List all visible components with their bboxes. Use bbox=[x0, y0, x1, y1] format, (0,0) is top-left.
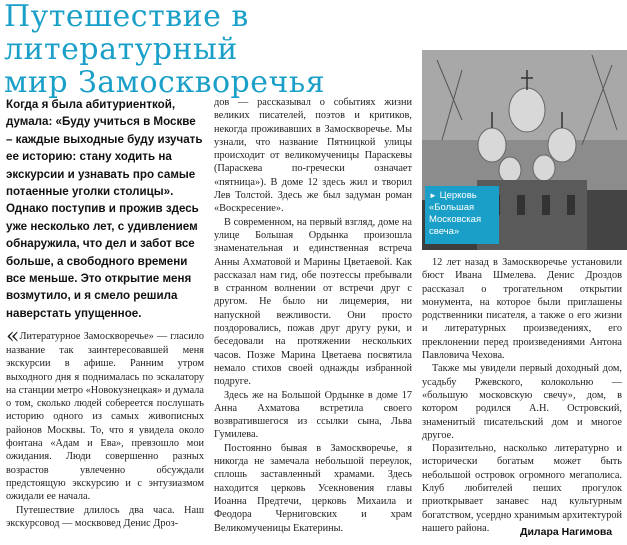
column-2 bbox=[214, 96, 412, 535]
article-headline bbox=[4, 0, 419, 99]
paragraph: 12 лет назад в Замоскворечье установили бюст Ивана Шмелева. Денис Дроздов рассказал о трогательном открытии монумента, на которое были приглашены родственники писателя, а также о его жизни и литературных произведениях, его преклонении перед произведениями Антона Павловича Чехова. bbox=[422, 257, 622, 362]
caption-line-2: «Большая Московская свеча» bbox=[429, 202, 482, 237]
paragraph: В современном, на первый взгляд, доме на улице Большая Ордынка произошла знаменательная и единственная встреча Анны Ахматовой и Марины Цветаевой. Как рассказал нам гид, обе поэтессы пребывали в странном волнении от встречи друг с другом. Не было ни лицемерия, ни напускной вежливости. Они просто поздоровались, пожав друг другу руки, и беседовали на протяжении нескольких часов. Позже Марина Цветаева посвятила немало стихов своей однажды избранной подруге. bbox=[214, 216, 412, 388]
paragraph: дов — рассказывал о событиях жизни великих писателей, поэтов и критиков, некогда проживавших в Замоскворечье. Мы узнали, что название Пятницкой улицы происходит от великомученицы Параскевы (Параскева по-гречески означает «пятница»). В доме 12 здесь жил и творил Лев Толстой. Здесь же был задуман роман «Воскресение». bbox=[214, 97, 412, 215]
paragraph: Путешествие длилось два часа. Наш экскурсовод — москвовед Денис Дроз- bbox=[6, 504, 204, 529]
headline-line-2: мир Замоскворечья bbox=[4, 65, 326, 100]
paragraph: Также мы увидели первый доходный дом, усадьбу Ржевского, колокольню — «большую московскую свечу», дом, в котором родился А.Н. Островский, знаменитый писательский дом и многое другое. bbox=[422, 363, 622, 441]
column-3 bbox=[422, 256, 622, 535]
paragraph: Здесь же на Большой Ордынке в доме 17 Анна Ахматова встретила своего возвратившегося из ссылки сына, Льва Гумилева. bbox=[214, 389, 412, 441]
caption-line-1: Церковь bbox=[439, 190, 477, 201]
headline-line-1: Путешествие в литературный bbox=[4, 0, 249, 67]
paragraph: Поразительно, насколько литературно и исторически богатым может быть небольшой островок огромного мегаполиса. Клуб любителей пеших прогулок приоткрывает занавес над культурным богатством, усердно хранимым архитектурой нашего района. bbox=[422, 443, 622, 534]
article-lead: Когда я была абитуриенткой, думала: «Буду учиться в Москве – каждые выходные буду изучать ее историю: стану ходить на экскурсии и узнавать про самые потаенные уголки столицы». Однако поступив и прожив здесь уже несколько лет, с удивлением обнаружила, что дел и забот все больше, а свободного времени все меньше. Это открытие меня возмутило, и я смело решила наверстать упущенное. bbox=[6, 98, 203, 320]
paragraph-text: Литературное Замоскворечье» — гласило название так заинтересовавшей меня экскурсии в афише. Ранним утром выходного дня я поднималась по эскалатору на станции метро «Новокузнецкая» и думала о том, сколько людей собереется послушать историю одного из самых живописных районов Москвы. То, что я увидела около фонтана «Адам и Ева», превзошло мои ожидания. Люди совершенно разных возрастов увлеченно обсуждали предстоящую экскурсию и с энтузиазмом ожидали ее начала. bbox=[6, 331, 204, 503]
column-1 bbox=[6, 324, 204, 530]
paragraph bbox=[6, 324, 204, 504]
caption-arrow-icon: ► bbox=[429, 191, 437, 200]
author-signature: Дилара Нагимова bbox=[520, 526, 613, 538]
photo-caption bbox=[425, 186, 499, 244]
paragraph: Постоянно бывая в Замоскворечье, я никогда не замечала небольшой переулок, сплошь заставленный храмами. Здесь находится церковь Усекновения главы Иоанна Предтечи, церковь Михаила и Феодора Черниговских и храм Великомученицы Екатерины. bbox=[214, 442, 412, 534]
opening-quote: « bbox=[6, 324, 20, 349]
